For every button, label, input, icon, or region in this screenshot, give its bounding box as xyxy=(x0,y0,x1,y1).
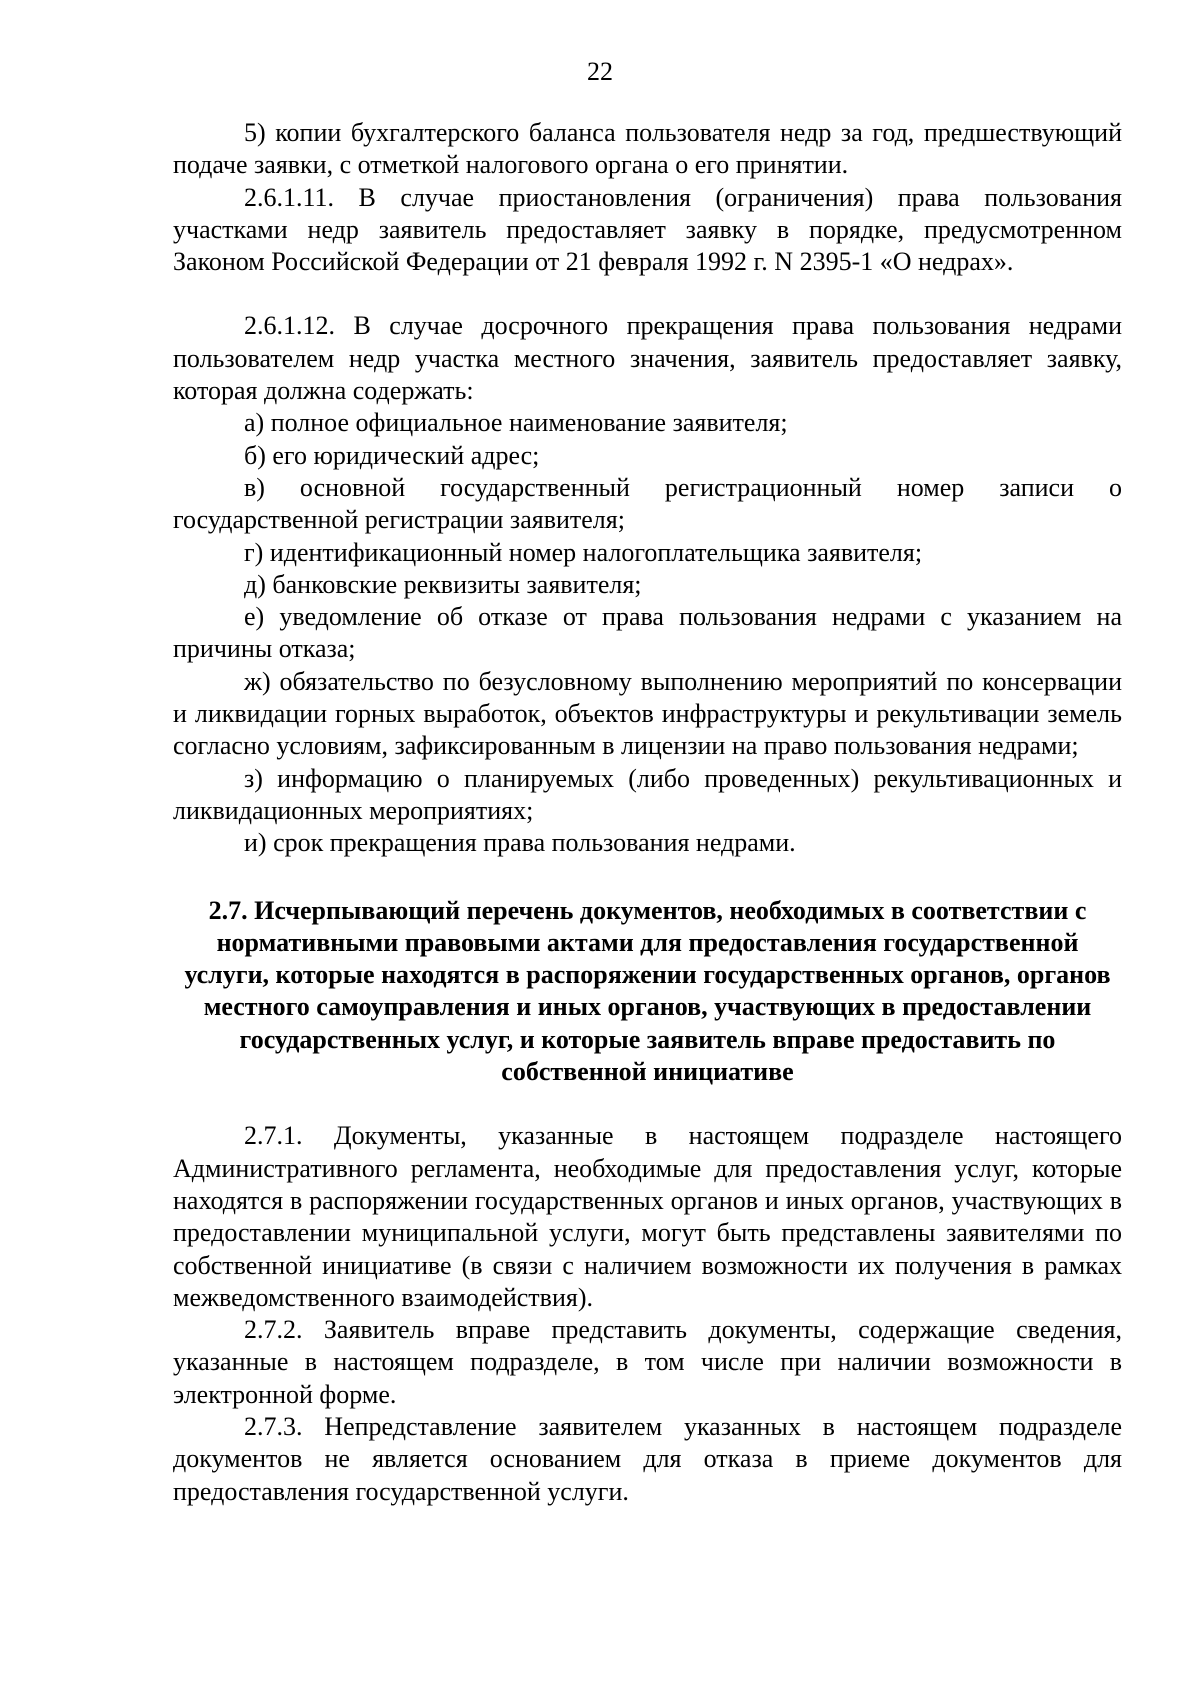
paragraph: 2.7.3. Непредставление заявителем указанных в настоящем подразделе документов не является основанием для отказа в приеме документов для предоставления государственной услуги. xyxy=(173,1411,1122,1506)
paragraph: 2.6.1.12. В случае досрочного прекращения права пользования недрами пользователем недр участка местного значения, заявитель предоставляет заявку, которая должна содержать: xyxy=(173,311,1122,406)
paragraph: 2.7.2. Заявитель вправе представить документы, содержащие сведения, указанные в настоящем подразделе, в том числе при наличии возможности в электронной форме. xyxy=(173,1315,1122,1409)
paragraph: 2.7.1. Документы, указанные в настоящем подразделе настоящего Административного регламента, необходимые для предоставления услуг, которые находятся в распоряжении государственных органов и иных органов, участвующих в предоставлении муниципальной услуги, могут быть представлены заявителями по собственной инициативе (в связи с наличием возможности их получения в рамках межведомственного взаимодействия). xyxy=(173,1121,1122,1312)
list-item: е) уведомление об отказе от права пользования недрами с указанием на причины отказа; xyxy=(173,602,1122,664)
list-item: в) основной государственный регистрационный номер записи о государственной регистрации заявителя; xyxy=(173,472,1122,535)
list-item: г) идентификационный номер налогоплательщика заявителя; xyxy=(244,537,923,567)
list-item: д) банковские реквизиты заявителя; xyxy=(244,569,642,599)
spacer xyxy=(173,860,1122,895)
paragraph: 2.6.1.11. В случае приостановления (ограничения) права пользования участками недр заявитель предоставляет заявку в порядке, предусмотренном Законом Российской Федерации от 21 февраля 1992 г. N 2395-1 «О недрах». xyxy=(173,182,1122,277)
spacer xyxy=(173,278,1122,310)
page-number: 22 xyxy=(587,57,613,86)
paragraph: 5) копии бухгалтерского баланса пользователя недр за год, предшествующий подаче заявки, с отметкой налогового органа о его принятии. xyxy=(173,118,1122,180)
list-item: а) полное официальное наименование заявителя; xyxy=(244,408,788,438)
document-body xyxy=(173,117,1122,1508)
list-item: з) информацию о планируемых (либо проведенных) рекультивационных и ликвидационных мероприятиях; xyxy=(173,763,1122,825)
section-heading: 2.7. Исчерпывающий перечень документов, необходимых в соответствии с нормативными правовыми актами для предоставления государственной услуги, которые находятся в распоряжении государственных органов, органов местного самоуправления и иных органов, участвующих в предоставлении государственных услуг, и которые заявитель вправе предоставить по собственной инициативе xyxy=(184,895,1111,1087)
list-item: б) его юридический адрес; xyxy=(244,440,540,470)
list-item: и) срок прекращения права пользования недрами. xyxy=(244,828,796,858)
spacer xyxy=(173,1088,1122,1120)
list-item: ж) обязательство по безусловному выполнению мероприятий по консервации и ликвидации горных выработок, объектов инфраструктуры и рекультивации земель согласно условиям, зафиксированным в лицензии на право пользования недрами; xyxy=(173,666,1122,761)
